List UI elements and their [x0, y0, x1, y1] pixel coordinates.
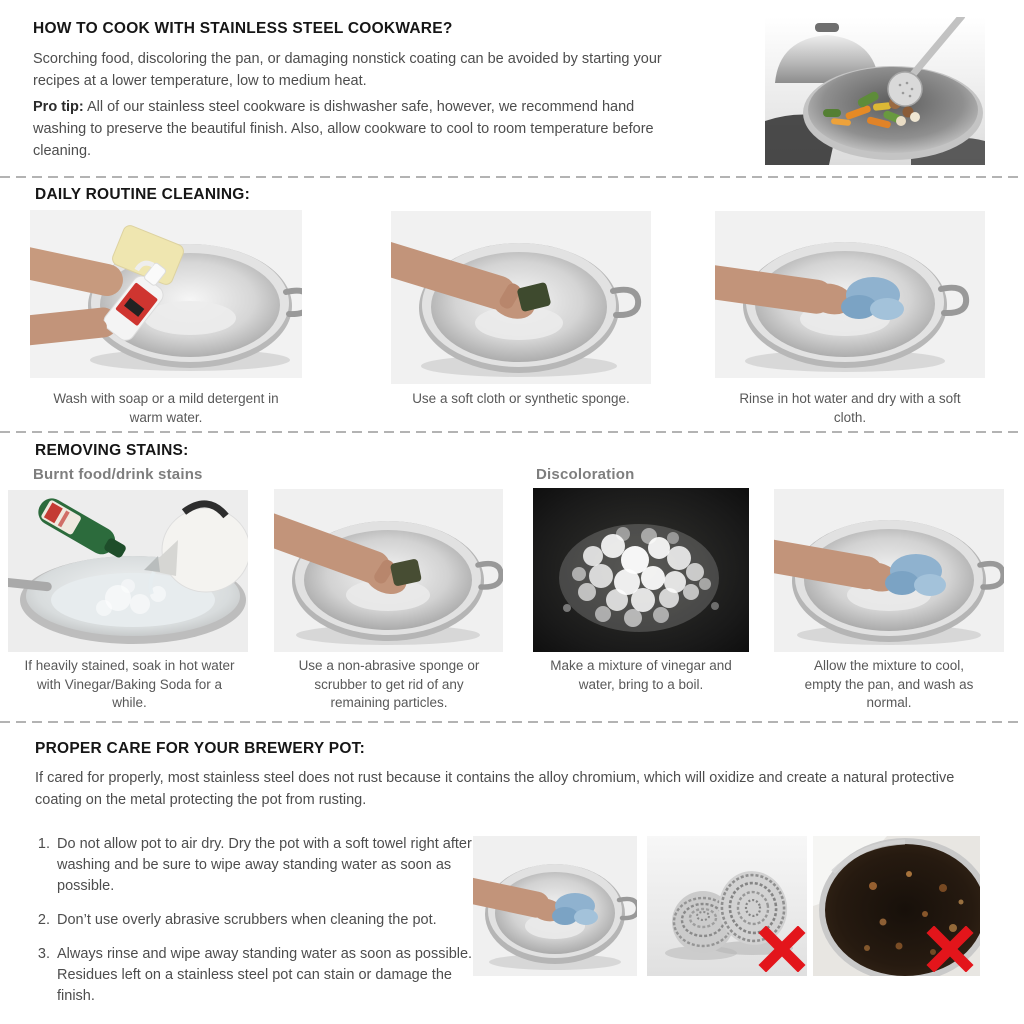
pro-tip-label: Pro tip: — [33, 99, 84, 115]
care-tip-2: 2. Don’t use overly abrasive scrubbers when cleaning the pot. — [54, 910, 486, 931]
care-tips-list — [54, 834, 486, 1020]
dry-with-towel-photo — [473, 836, 637, 976]
section-divider — [0, 176, 1024, 178]
care-tip-1: 1. Do not allow pot to air dry. Dry the pot with a soft towel right after washing and be sure to wipe away standing water as soon as possible. — [54, 834, 486, 897]
x-mark-icon — [925, 926, 975, 972]
removing-stains-heading: REMOVING STAINS: — [35, 442, 189, 459]
discoloration-subheading: Discoloration — [536, 466, 635, 483]
how-to-cook-paragraph: Scorching food, discoloring the pan, or damaging nonstick coating can be avoided by starting your recipes at a lower temperature, low to medium heat. — [33, 51, 662, 89]
proper-care-paragraph: If cared for properly, most stainless steel does not rust because it contains the alloy chromium, which will oxidize and create a natural protective coating on the metal protecting the pot from rusting. — [35, 770, 955, 808]
wok-stirfry-photo — [765, 17, 985, 165]
section-divider — [0, 431, 1024, 433]
stains-caption-1: If heavily stained, soak in hot water with Vinegar/Baking Soda for a while. — [24, 658, 235, 711]
pro-tip-paragraph — [33, 97, 683, 162]
spray-soap-pot-photo — [30, 210, 302, 378]
daily-caption-2: Use a soft cloth or synthetic sponge. — [412, 391, 630, 406]
stains-caption-2: Use a non-abrasive sponge or scrubber to get rid of any remaining particles. — [298, 658, 480, 711]
green-sponge-pot-photo — [391, 211, 651, 384]
care-tip-3: 3. Always rinse and wipe away standing water as soon as possible. Residues left on a stainless steel pot can stain or damage the finish. — [54, 944, 486, 1007]
how-to-cook-heading: HOW TO COOK WITH STAINLESS STEEL COOKWARE? — [33, 20, 453, 37]
burnt-stains-subheading: Burnt food/drink stains — [33, 466, 203, 483]
daily-cleaning-heading: DAILY ROUTINE CLEANING: — [35, 186, 251, 203]
wipe-cool-photo — [774, 489, 1004, 652]
x-mark-icon — [757, 926, 807, 972]
daily-caption-3: Rinse in hot water and dry with a soft cloth. — [739, 391, 961, 425]
proper-care-heading: PROPER CARE FOR YOUR BREWERY POT: — [35, 740, 366, 757]
boiling-vinegar-photo — [533, 488, 749, 652]
vinegar-soak-photo — [8, 490, 248, 652]
stains-caption-3: Make a mixture of vinegar and water, bring to a boil. — [550, 658, 732, 692]
section-divider — [0, 721, 1024, 723]
stains-caption-4: Allow the mixture to cool, empty the pan, and wash as normal. — [804, 658, 974, 711]
scrub-sponge-photo — [274, 489, 503, 652]
pro-tip-text: All of our stainless steel cookware is dishwasher safe, however, we recommend hand washing to preserve the beautiful finish. Also, allow cookware to cool to room temperature before cleaning. — [33, 99, 654, 159]
blue-cloth-pot-photo — [715, 211, 985, 378]
daily-caption-1: Wash with soap or a mild detergent in warm water. — [53, 391, 279, 425]
